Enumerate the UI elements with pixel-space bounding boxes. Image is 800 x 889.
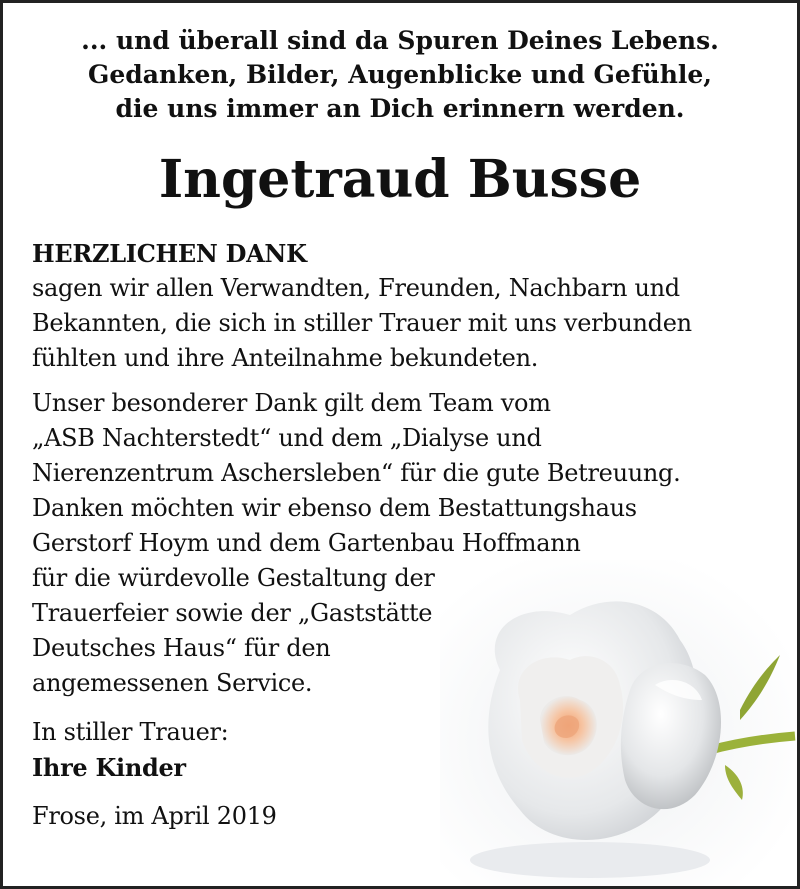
text-line: Bekannten, die sich in stiller Trauer mit uns verbunden: [32, 309, 692, 337]
signature: Ihre Kinder: [32, 753, 186, 782]
mourning-line: In stiller Trauer:: [32, 718, 229, 746]
text-line: „ASB Nachterstedt“ und dem „Dialyse und: [32, 424, 542, 452]
text-line: für die würdevolle Gestaltung der: [32, 564, 435, 592]
heading: HERZLICHEN DANK: [32, 239, 307, 268]
text-line: Gerstorf Hoym und dem Gartenbau Hoffmann: [32, 529, 581, 557]
text-line: Trauerfeier sowie der „Gaststätte: [32, 599, 433, 627]
motto-line: die uns immer an Dich erinnern werden.: [115, 94, 685, 123]
text-line: sagen wir allen Verwandten, Freunden, Nachbarn und: [32, 274, 680, 302]
text-line: Danken möchten wir ebenso dem Bestattungshaus: [32, 494, 637, 522]
motto-verse: [0, 24, 800, 126]
motto-line: Gedanken, Bilder, Augenblicke und Gefühle,: [88, 60, 712, 89]
text-line: fühlten und ihre Anteilnahme bekundeten.: [32, 344, 539, 372]
text-line: Unser besonderer Dank gilt dem Team vom: [32, 389, 551, 417]
deceased-name: Ingetraud Busse: [158, 149, 642, 210]
text-line: Deutsches Haus“ für den: [32, 634, 331, 662]
place-date: Frose, im April 2019: [32, 802, 277, 830]
text-line: angemessenen Service.: [32, 669, 313, 697]
motto-line: ... und überall sind da Spuren Deines Lebens.: [81, 26, 719, 55]
thank-you-text: [32, 236, 692, 834]
text-line: Nierenzentrum Aschersleben“ für die gute Betreuung.: [32, 459, 681, 487]
